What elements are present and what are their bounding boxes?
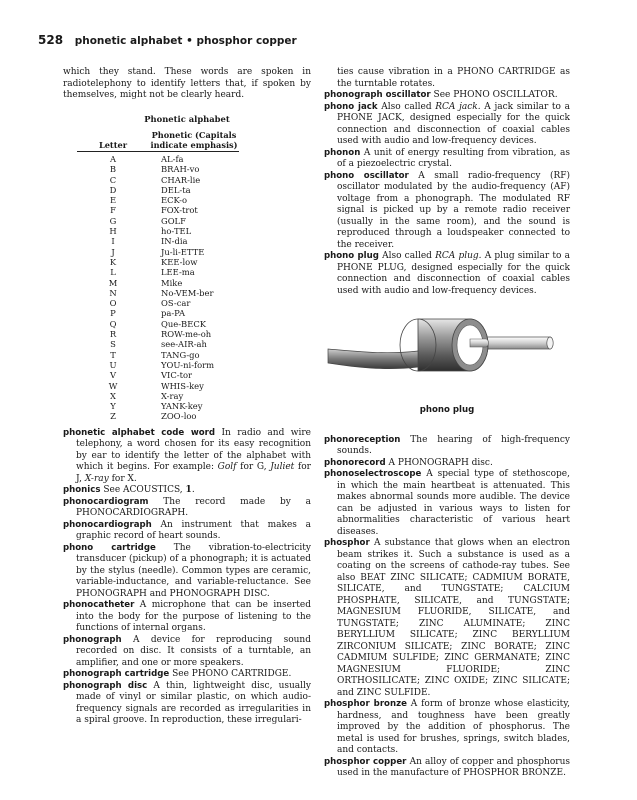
table-row (77, 216, 239, 226)
phonetic-cell: No-VEM-ber (161, 287, 214, 298)
phonetic-alphabet-table (77, 130, 239, 428)
phonetic-cell: VIC-tor (161, 370, 193, 381)
definition-text: A special type of stethoscope, in which the main heartbeat is attenuated. This makes abnormal sounds more audible. The device can be adjusted in various ways to listen for abnormalities characteristic of various heart diseases. (337, 469, 570, 537)
definition-text: for X. (108, 473, 137, 484)
definition-text: for J, (76, 462, 311, 484)
definition-text: A form of bronze whose elasticity, hardness, and toughness have been greatly improved by the addition of phosphorus. The metal is used for brushes, springs, switch blades, and contacts. (337, 699, 570, 755)
definition-text: A jack similar to a PHONE JACK, designed especially for the quick connection and disconnection of coaxial cables used with audio and low-frequency devices. (337, 101, 570, 146)
letter-cell: R (109, 329, 117, 340)
entry-phonon (324, 148, 570, 171)
page-number: 528 (38, 33, 64, 47)
right-column (324, 67, 570, 780)
letter-cell: J (111, 246, 115, 257)
running-header (38, 33, 598, 47)
letter-cell: S (110, 339, 116, 350)
running-title: phonetic alphabet • phosphor copper (74, 35, 297, 47)
alternate-name: RCA jack. (435, 101, 481, 112)
definition-text: Also called (381, 101, 436, 112)
example-word: Juliet (270, 462, 295, 473)
letter-cell: H (109, 226, 117, 237)
phonetic-cell: WHIS-key (161, 380, 204, 391)
definition-text: for G, (236, 462, 271, 473)
phonetic-cell: TANG-go (161, 349, 200, 360)
table-row (77, 267, 239, 277)
letter-cell: B (109, 164, 117, 175)
letter-cell: M (108, 277, 118, 288)
definition-text: See ACOUSTICS, (103, 485, 186, 496)
letter-cell: Z (110, 411, 116, 422)
table-row (77, 329, 239, 339)
phonetic-cell: OS-car (161, 298, 191, 309)
headword: phono oscillator (324, 170, 409, 181)
column-header-phonetic: Phonetic (Capitals indicate emphasis) (150, 130, 238, 150)
table-row (77, 185, 239, 195)
entry-phono-cartridge (63, 543, 311, 601)
table-row (77, 319, 239, 329)
phonetic-cell: ECK-o (161, 195, 188, 206)
table-row (77, 288, 239, 298)
example-word: Golf (217, 462, 237, 473)
headword: phonics (63, 485, 101, 496)
headword: phonon (324, 147, 361, 158)
table-row (77, 381, 239, 391)
left-column (63, 67, 311, 727)
letter-cell: Y (110, 401, 116, 412)
continuation-paragraph: ties cause vibration in a PHONO CARTRIDGE as the turntable rotates. (337, 67, 570, 89)
sense-number: 1 (185, 485, 192, 496)
headword: phono cartridge (63, 542, 156, 553)
definition-text: . (191, 485, 195, 496)
definition-text: An instrument that makes a graphic record of heart sounds. (76, 519, 311, 542)
entry-phonocardiograph (63, 520, 311, 543)
letter-cell: Q (109, 318, 117, 329)
letter-cell: K (109, 256, 117, 267)
phonetic-cell: ZOO-loo (161, 411, 197, 422)
headword: phonocatheter (63, 600, 135, 611)
entry-phosphor (324, 538, 570, 699)
letter-cell: T (110, 349, 116, 360)
table-row (77, 152, 239, 165)
headword: phonograph oscillator (324, 90, 431, 100)
phonetic-cell: DEL-ta (161, 184, 191, 195)
headword: phono plug (324, 251, 379, 261)
headword: phonograph cartridge (63, 669, 170, 680)
table-row (77, 411, 239, 427)
phonetic-cell: ho-TEL (161, 226, 192, 237)
phono-plug-illustration (324, 313, 570, 403)
entry-phono-oscillator (324, 171, 570, 252)
definition-text: The record made by a PHONOCARDIOGRAPH. (76, 496, 311, 519)
table-row (77, 339, 239, 349)
letter-cell: W (108, 380, 118, 391)
table-row (77, 164, 239, 174)
letter-cell: F (110, 205, 116, 216)
letter-cell: C (109, 174, 117, 185)
table-row (77, 401, 239, 411)
table-row (77, 236, 239, 246)
column-header-letter: Letter (77, 130, 149, 152)
headword: phosphor copper (324, 756, 407, 767)
table-row (77, 257, 239, 267)
headword: phonoreception (324, 434, 401, 445)
entry-phonoselectroscope (324, 469, 570, 538)
phonetic-cell: X-ray (161, 390, 184, 401)
definition-text: In radio and wire telephony, a word chosen for its easy recognition by ear to identify the letter of the alphabet with which it begins. For example: (76, 427, 311, 473)
table-row (77, 391, 239, 401)
entry-phonocatheter (63, 600, 311, 635)
headword: phonograph disc (63, 680, 148, 691)
definition-text: A plug similar to a PHONE PLUG, designed especially for the quick connection and disconnection of coaxial cables used with audio and low-frequency devices. (337, 251, 570, 296)
example-word: X-ray (84, 473, 109, 484)
definition-text: See PHONO OSCILLATOR. (433, 90, 558, 100)
definition-text: An alloy of copper and phosphorus used in the manufacture of PHOSPHOR BRONZE. (337, 756, 570, 778)
letter-cell: U (109, 359, 117, 370)
phonetic-cell: KEE-low (161, 256, 198, 267)
letter-cell: G (109, 215, 117, 226)
headword: phonocardiogram (63, 496, 149, 507)
phonetic-cell: see-AIR-ah (161, 339, 207, 350)
headword: phosphor (324, 538, 370, 548)
entry-phonograph-cartridge (63, 669, 311, 681)
entry-phonics (63, 485, 311, 497)
letter-cell: A (109, 154, 117, 164)
definition-text: A substance that glows when an electron beam strikes it. Such a substance is used as a coating on the screens of cathode-ray tubes. See also BEAT ZINC SILICATE; CADMIUM BORATE, SILICATE, and TUNGSTATE; CALCIUM PHOSPHATE, SILICATE, and TUNGSTATE; MAGNESIUM FLUORIDE, SILICATE, and TUNGSTATE; ZINC ALUMINATE; ZINC BERYLLIUM SILICATE; ZINC BERYLLIUM ZIRCONIUM SILICATE; ZINC BORATE; ZINC CADMIUM SULFIDE; ZINC GERMANATE; ZINC MAGNESIUM FLUORIDE; ZINC ORTHOSILICATE; ZINC OXIDE; ZINC SILICATE; and ZINC SULFIDE. (337, 538, 570, 698)
entry-phonoreception (324, 435, 570, 458)
entry-phono-plug (324, 251, 570, 297)
table-row (77, 298, 239, 308)
definition-text: See PHONO CARTRIDGE. (172, 669, 292, 680)
table-body (77, 152, 239, 428)
phonetic-cell: LEE-ma (161, 267, 195, 278)
headword: phonoselectroscope (324, 469, 422, 479)
phonetic-cell: pa-PA (161, 308, 186, 319)
definition-text: The vibration-to-electricity transducer (pickup) of a phonograph; it is actuated by the stylus (needle). Common types are ceramic, variable-inductance, and variable-reluctance. See PHONOGRAPH and PHONOGRAPH DISC. (76, 542, 311, 599)
definition-text: The hearing of high-frequency sounds. (337, 434, 570, 456)
phono-plug-figure (324, 313, 570, 403)
letter-cell: D (109, 184, 117, 195)
letter-cell: N (109, 287, 117, 298)
headword: phonograph (63, 634, 122, 645)
entry-phonorecord (324, 458, 570, 470)
alternate-name: RCA plug. (435, 251, 482, 261)
table-row (77, 308, 239, 318)
phonetic-cell: BRAH-vo (161, 164, 200, 175)
entry-phosphor-copper (324, 757, 570, 780)
figure-caption: phono plug (419, 405, 475, 415)
headword: phonorecord (324, 457, 386, 468)
table-row (77, 247, 239, 257)
headword: phono jack (324, 101, 378, 112)
entry-phonetic-alphabet-code-word (63, 428, 311, 486)
definition-text: A thin, lightweight disc, usually made of vinyl or similar plastic, on which audio-frequency signals are recorded as irregularities in a spiral groove. In reproduction, these irregulari- (76, 680, 311, 726)
table-row (77, 226, 239, 236)
phonetic-cell: Ju-li-ETTE (161, 246, 205, 257)
definition-text: A microphone that can be inserted into the body for the purpose of listening to the functions of internal organs. (76, 600, 311, 634)
phonetic-cell: IN-dia (161, 236, 188, 247)
letter-cell: L (110, 267, 116, 278)
phonetic-cell: AL-fa (161, 154, 184, 164)
table-row (77, 195, 239, 205)
entry-phonograph (63, 635, 311, 670)
letter-cell: X (110, 390, 116, 401)
table-row (77, 370, 239, 380)
definition-text: A unit of energy resulting from vibration, as of a piezoelectric crystal. (337, 147, 570, 169)
phonetic-cell: ROW-me-oh (161, 329, 212, 340)
headword: phonetic alphabet code word (63, 427, 216, 438)
intro-paragraph: which they stand. These words are spoken in radiotelephony to identify letters that, if spoken by themselves, might not be clearly heard. (63, 67, 311, 100)
letter-cell: V (109, 370, 117, 381)
definition-text: A small radio-frequency (RF) oscillator modulated by the audio-frequency (AF) voltage from a phonograph. The modulated RF signal is picked up by a remote radio receiver (usually in the same room), and the sound is reproduced through a loudspeaker connected to the receiver. (337, 170, 570, 250)
definition-text: A device for reproducing sound recorded on disc. It consists of a turntable, an amplifier, and one or more speakers. (76, 634, 311, 668)
phonetic-cell: Que-BECK (161, 318, 206, 329)
entry-phonograph-disc (63, 681, 311, 727)
entry-phono-jack (324, 102, 570, 148)
table-row (77, 278, 239, 288)
headword: phosphor bronze (324, 699, 407, 709)
definition-text: A PHONOGRAPH disc. (388, 457, 493, 468)
table-row (77, 350, 239, 360)
headword: phonocardiograph (63, 519, 152, 530)
table-row (77, 360, 239, 370)
letter-cell: O (109, 298, 117, 309)
phonetic-cell: YOU-ni-form (161, 359, 215, 370)
entry-phonograph-oscillator (324, 90, 570, 102)
letter-cell: I (111, 236, 115, 247)
phonetic-cell: CHAR-lie (161, 174, 201, 185)
phonetic-cell: GOLF (161, 215, 186, 226)
table-row (77, 175, 239, 185)
phonetic-cell: Mike (161, 277, 183, 288)
phonetic-cell: YANK-key (161, 401, 203, 412)
table-row (77, 205, 239, 215)
letter-cell: E (109, 195, 117, 206)
entry-phonocardiogram (63, 497, 311, 520)
phonetic-cell: FOX-trot (161, 205, 198, 216)
table-title: Phonetic alphabet (144, 113, 230, 124)
definition-text: Also called (382, 251, 436, 261)
entry-phosphor-bronze (324, 699, 570, 757)
letter-cell: P (110, 308, 116, 319)
